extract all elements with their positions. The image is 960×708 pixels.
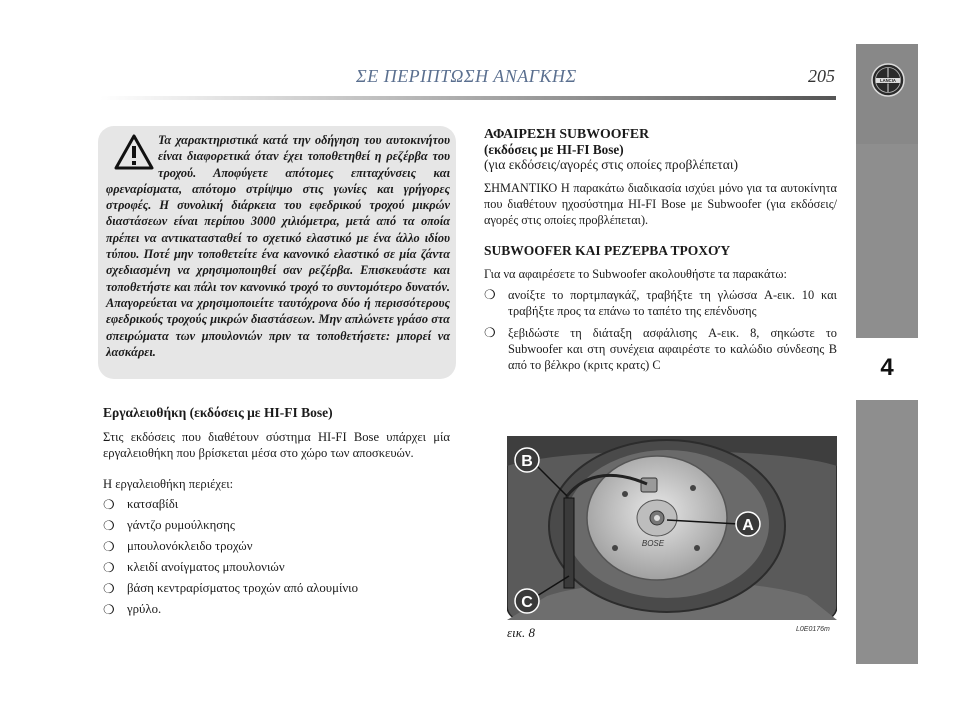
bullet-icon: ❍ bbox=[103, 518, 115, 533]
subwoofer-intro: Για να αφαιρέσετε το Subwoofer ακολουθήστε τα παρακάτω: bbox=[484, 267, 787, 281]
bullet-icon: ❍ bbox=[484, 325, 496, 340]
callout-a-label: A bbox=[742, 517, 754, 534]
list-item: ❍ ξεβιδώστε τη διάταξη ασφάλισης A-εικ. 8, σηκώστε το Subwoofer και στη συνέχεια αφαιρέστε το καλώδιο σύνδεσης B από το βέλκρο (κριτς κρατς) C bbox=[484, 325, 837, 372]
list-item: ❍ ανοίξτε το πορτμπαγκάζ, τραβήξτε τη γλώσσα A-εικ. 10 και τραβήξτε προς τα επάνω το ταπέτο της επένδυσης bbox=[484, 287, 837, 318]
bullet-icon: ❍ bbox=[103, 581, 115, 596]
list-item: ❍ γρύλο. bbox=[103, 599, 450, 620]
header-rule bbox=[100, 96, 836, 100]
subwoofer-heading-markets: (για εκδόσεις/αγορές στις οποίες προβλέπεται) bbox=[484, 157, 739, 172]
list-item: ❍ βάση κεντραρίσματος τροχών από αλουμίνιο bbox=[103, 578, 450, 599]
logo-lettering: LANCIA bbox=[880, 78, 896, 84]
toolbox-list bbox=[103, 494, 450, 620]
page-header-title: ΣΕ ΠΕΡΙΠΤΩΣΗ ΑΝΑΓΚΗΣ bbox=[356, 66, 577, 86]
list-item: ❍ κατσαβίδι bbox=[103, 494, 450, 515]
subwoofer-figure bbox=[507, 436, 837, 620]
warning-text-block bbox=[106, 132, 450, 360]
toolbox-heading: Εργαλειοθήκη (εκδόσεις με HI-FI Bose) bbox=[103, 405, 333, 420]
subwoofer-heading-versions: (εκδόσεις με HI-FI Bose) bbox=[484, 142, 624, 157]
bullet-icon: ❍ bbox=[103, 497, 115, 512]
list-item: ❍ γάντζο ρυμούλκησης bbox=[103, 515, 450, 536]
callout-b-label: B bbox=[521, 453, 533, 470]
page-number: 205 bbox=[808, 66, 835, 86]
warning-text: Τα χαρακτηριστικά κατά την οδήγηση του αυτοκινήτου είναι διαφορετικά όταν έχει τοποθετηθεί η ρεζέρβα του τροχού. Αποφύγετε απότομες επιταχύνσεις και φρεναρίσματα, απότομο στρίψιμο στις γωνίες και γρήγορες στροφές. Η συνολική διάρκεια του εφεδρικού τροχού μικρών διαστάσεων είναι περίπου 3000 χιλιόμετρα, μετά από τα οποία πρέπει να αντικατασταθεί το σχετικό ελαστικό με ένα άλλο ιδίου τύπου. Ποτέ μην τοποθετείτε ένα κανονικό ελαστικό σε μία ζάντα σχεδιασμένη να χρησιμοποιηθεί σαν ρεζέρβα. Επισκευάστε και τοποθετήστε και πάλι τον κανονικό τροχό το συντομότερο δυνατόν. Απαγορεύεται να χρησιμοποιείτε ταυτόχρονα δύο ή περισσότερους εφεδρικούς τροχούς μικρών διαστάσεων. Μην απλώνετε γράσο στα σπειρώματα των μπουλονιών πριν τα τοποθετήσετε: μπορεί να λασκάρει. bbox=[106, 133, 450, 359]
subwoofer-steps bbox=[484, 287, 837, 379]
chapter-number: 4 bbox=[880, 354, 894, 381]
subwoofer-important-note: ΣΗΜΑΝΤΙΚΟ Η παρακάτω διαδικασία ισχύει μόνο για τα αυτοκίνητα που διαθέτουν ηχοσύστημα HI-FI Bose με Subwoofer (για εκδόσεις/αγορές στις οποίες προβλέπεται). bbox=[484, 181, 837, 227]
toolbox-contains: Η εργαλειοθήκη περιέχει: bbox=[103, 477, 234, 491]
lancia-logo-icon bbox=[871, 63, 905, 97]
bose-brand-text: BOSE bbox=[641, 539, 665, 548]
bullet-icon: ❍ bbox=[103, 539, 115, 554]
bullet-icon: ❍ bbox=[484, 287, 496, 302]
figure-caption: εικ. 8 bbox=[507, 625, 535, 640]
bullet-icon: ❍ bbox=[103, 602, 115, 617]
figure-code: L0E0176m bbox=[796, 626, 830, 633]
callout-c-label: C bbox=[521, 594, 533, 611]
toolbox-intro: Στις εκδόσεις που διαθέτουν σύστημα HI-FI Bose υπάρχει μία εργαλειοθήκη που βρίσκεται μέσα στο χώρο των αποσκευών. bbox=[103, 430, 450, 460]
subwoofer-heading: ΑΦΑΙΡΕΣΗ SUBWOOFER bbox=[484, 126, 650, 141]
list-item: ❍ κλειδί ανοίγματος μπουλονιών bbox=[103, 557, 450, 578]
list-item: ❍ μπουλονόκλειδο τροχών bbox=[103, 536, 450, 557]
bullet-icon: ❍ bbox=[103, 560, 115, 575]
subwoofer-spare-heading: SUBWOOFER ΚΑΙ ΡΕΖΈΡΒΑ ΤΡΟΧΟΎ bbox=[484, 243, 731, 258]
